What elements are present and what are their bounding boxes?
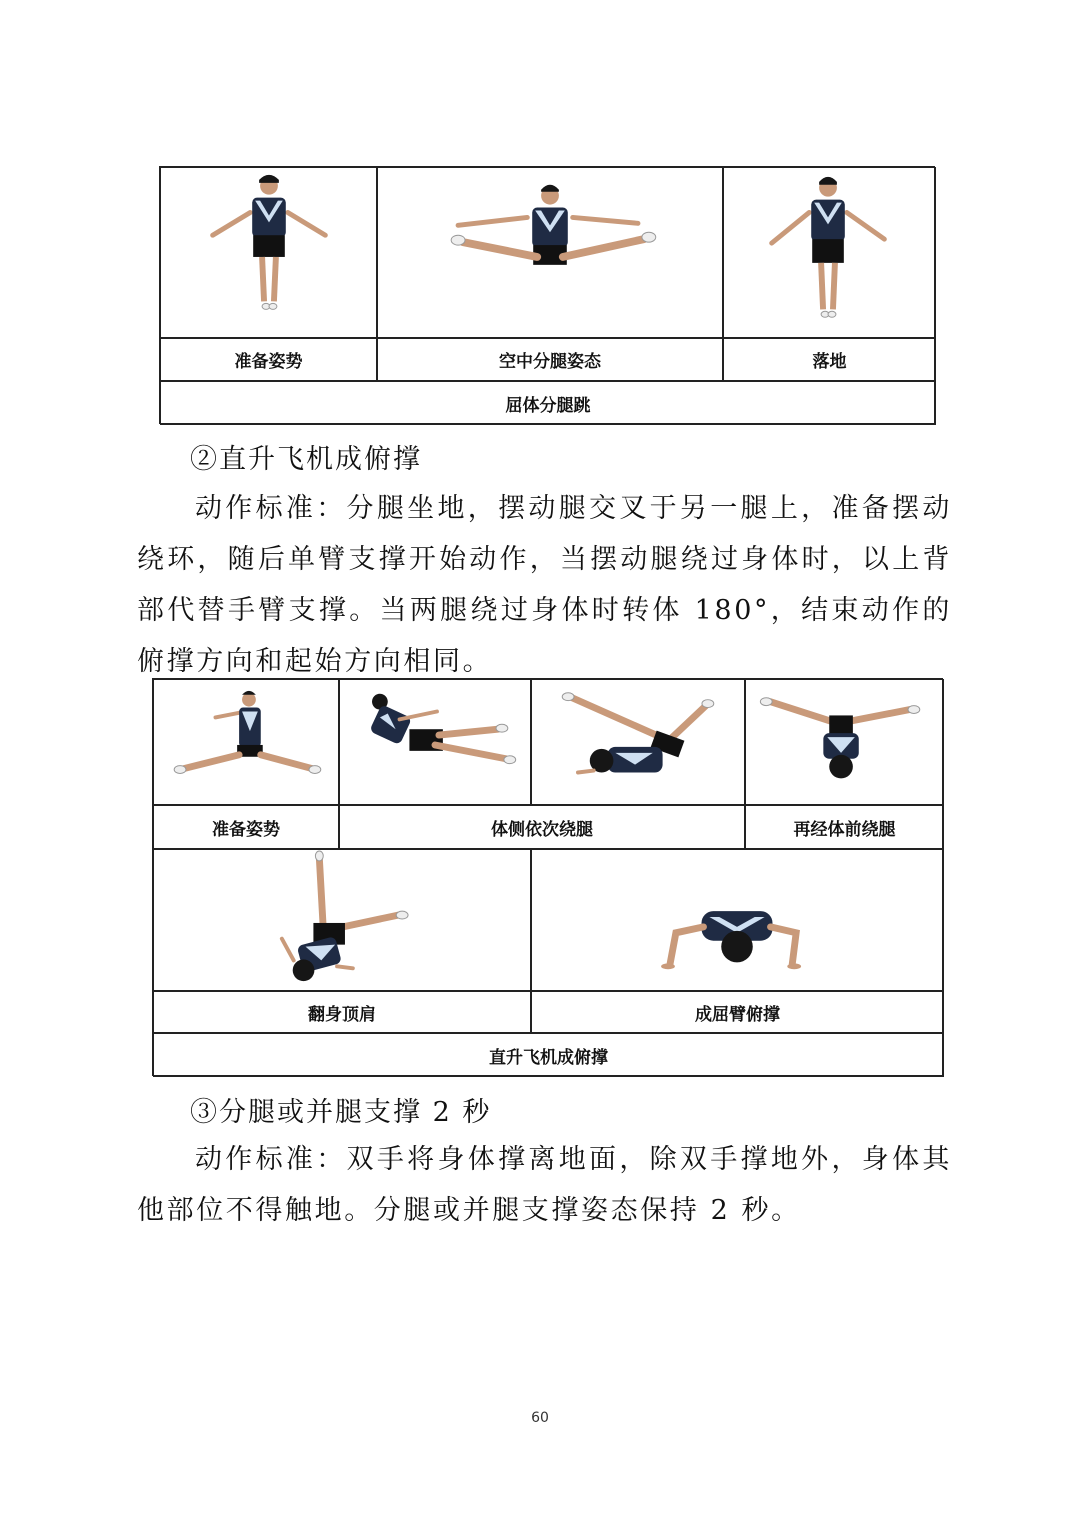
table-helicopter — [152, 678, 943, 1076]
section-heading-straddle-support: ③分腿或并腿支撑 2 秒 — [190, 1097, 492, 1128]
caption-air-straddle: 空中分腿姿态 — [377, 338, 723, 381]
table-straddle-jump — [159, 166, 935, 424]
photo-back-support — [531, 679, 745, 805]
caption-landing: 落地 — [723, 338, 936, 381]
section-paragraph-straddle-support: 动作标准：双手将身体撑离地面，除双手撑地外，身体其他部位不得触地。分腿或并腿支撑姿态保持 2 秒。 — [137, 1144, 952, 1226]
section-paragraph-helicopter: 动作标准：分腿坐地，摆动腿交叉于另一腿上，准备摆动绕环，随后单臂支撑开始动作，当摆动腿绕过身体时，以上背部代替手臂支撑。当两腿绕过身体时转体 180°，结束动作的俯撑方向和起始方向相同。 — [137, 493, 952, 677]
photo-air-straddle — [377, 167, 723, 338]
section-heading-helicopter: ②直升飞机成俯撑 — [190, 444, 422, 475]
page-number: 60 — [531, 1410, 549, 1426]
caption-front-leg-circle: 再经体前绕腿 — [745, 805, 944, 849]
caption-bent-arm-push-up: 成屈臂俯撑 — [531, 991, 944, 1033]
photo-roll-shoulder — [153, 849, 531, 991]
photo-sit-straddle — [153, 679, 339, 805]
photo-landing — [723, 167, 936, 338]
caption-side-leg-circle: 体侧依次绕腿 — [339, 805, 745, 849]
photo-side-leg-circle — [339, 679, 531, 805]
caption-ready-stance-2: 准备姿势 — [153, 805, 339, 849]
photo-front-leg-circle — [745, 679, 944, 805]
table-title-straddle-jump: 屈体分腿跳 — [160, 381, 936, 425]
photo-bent-arm-push-up — [531, 849, 944, 991]
caption-ready-stance: 准备姿势 — [160, 338, 377, 381]
caption-roll-shoulder: 翻身顶肩 — [153, 991, 531, 1033]
photo-ready-stance — [160, 167, 377, 338]
table-title-helicopter: 直升飞机成俯撑 — [153, 1033, 944, 1077]
